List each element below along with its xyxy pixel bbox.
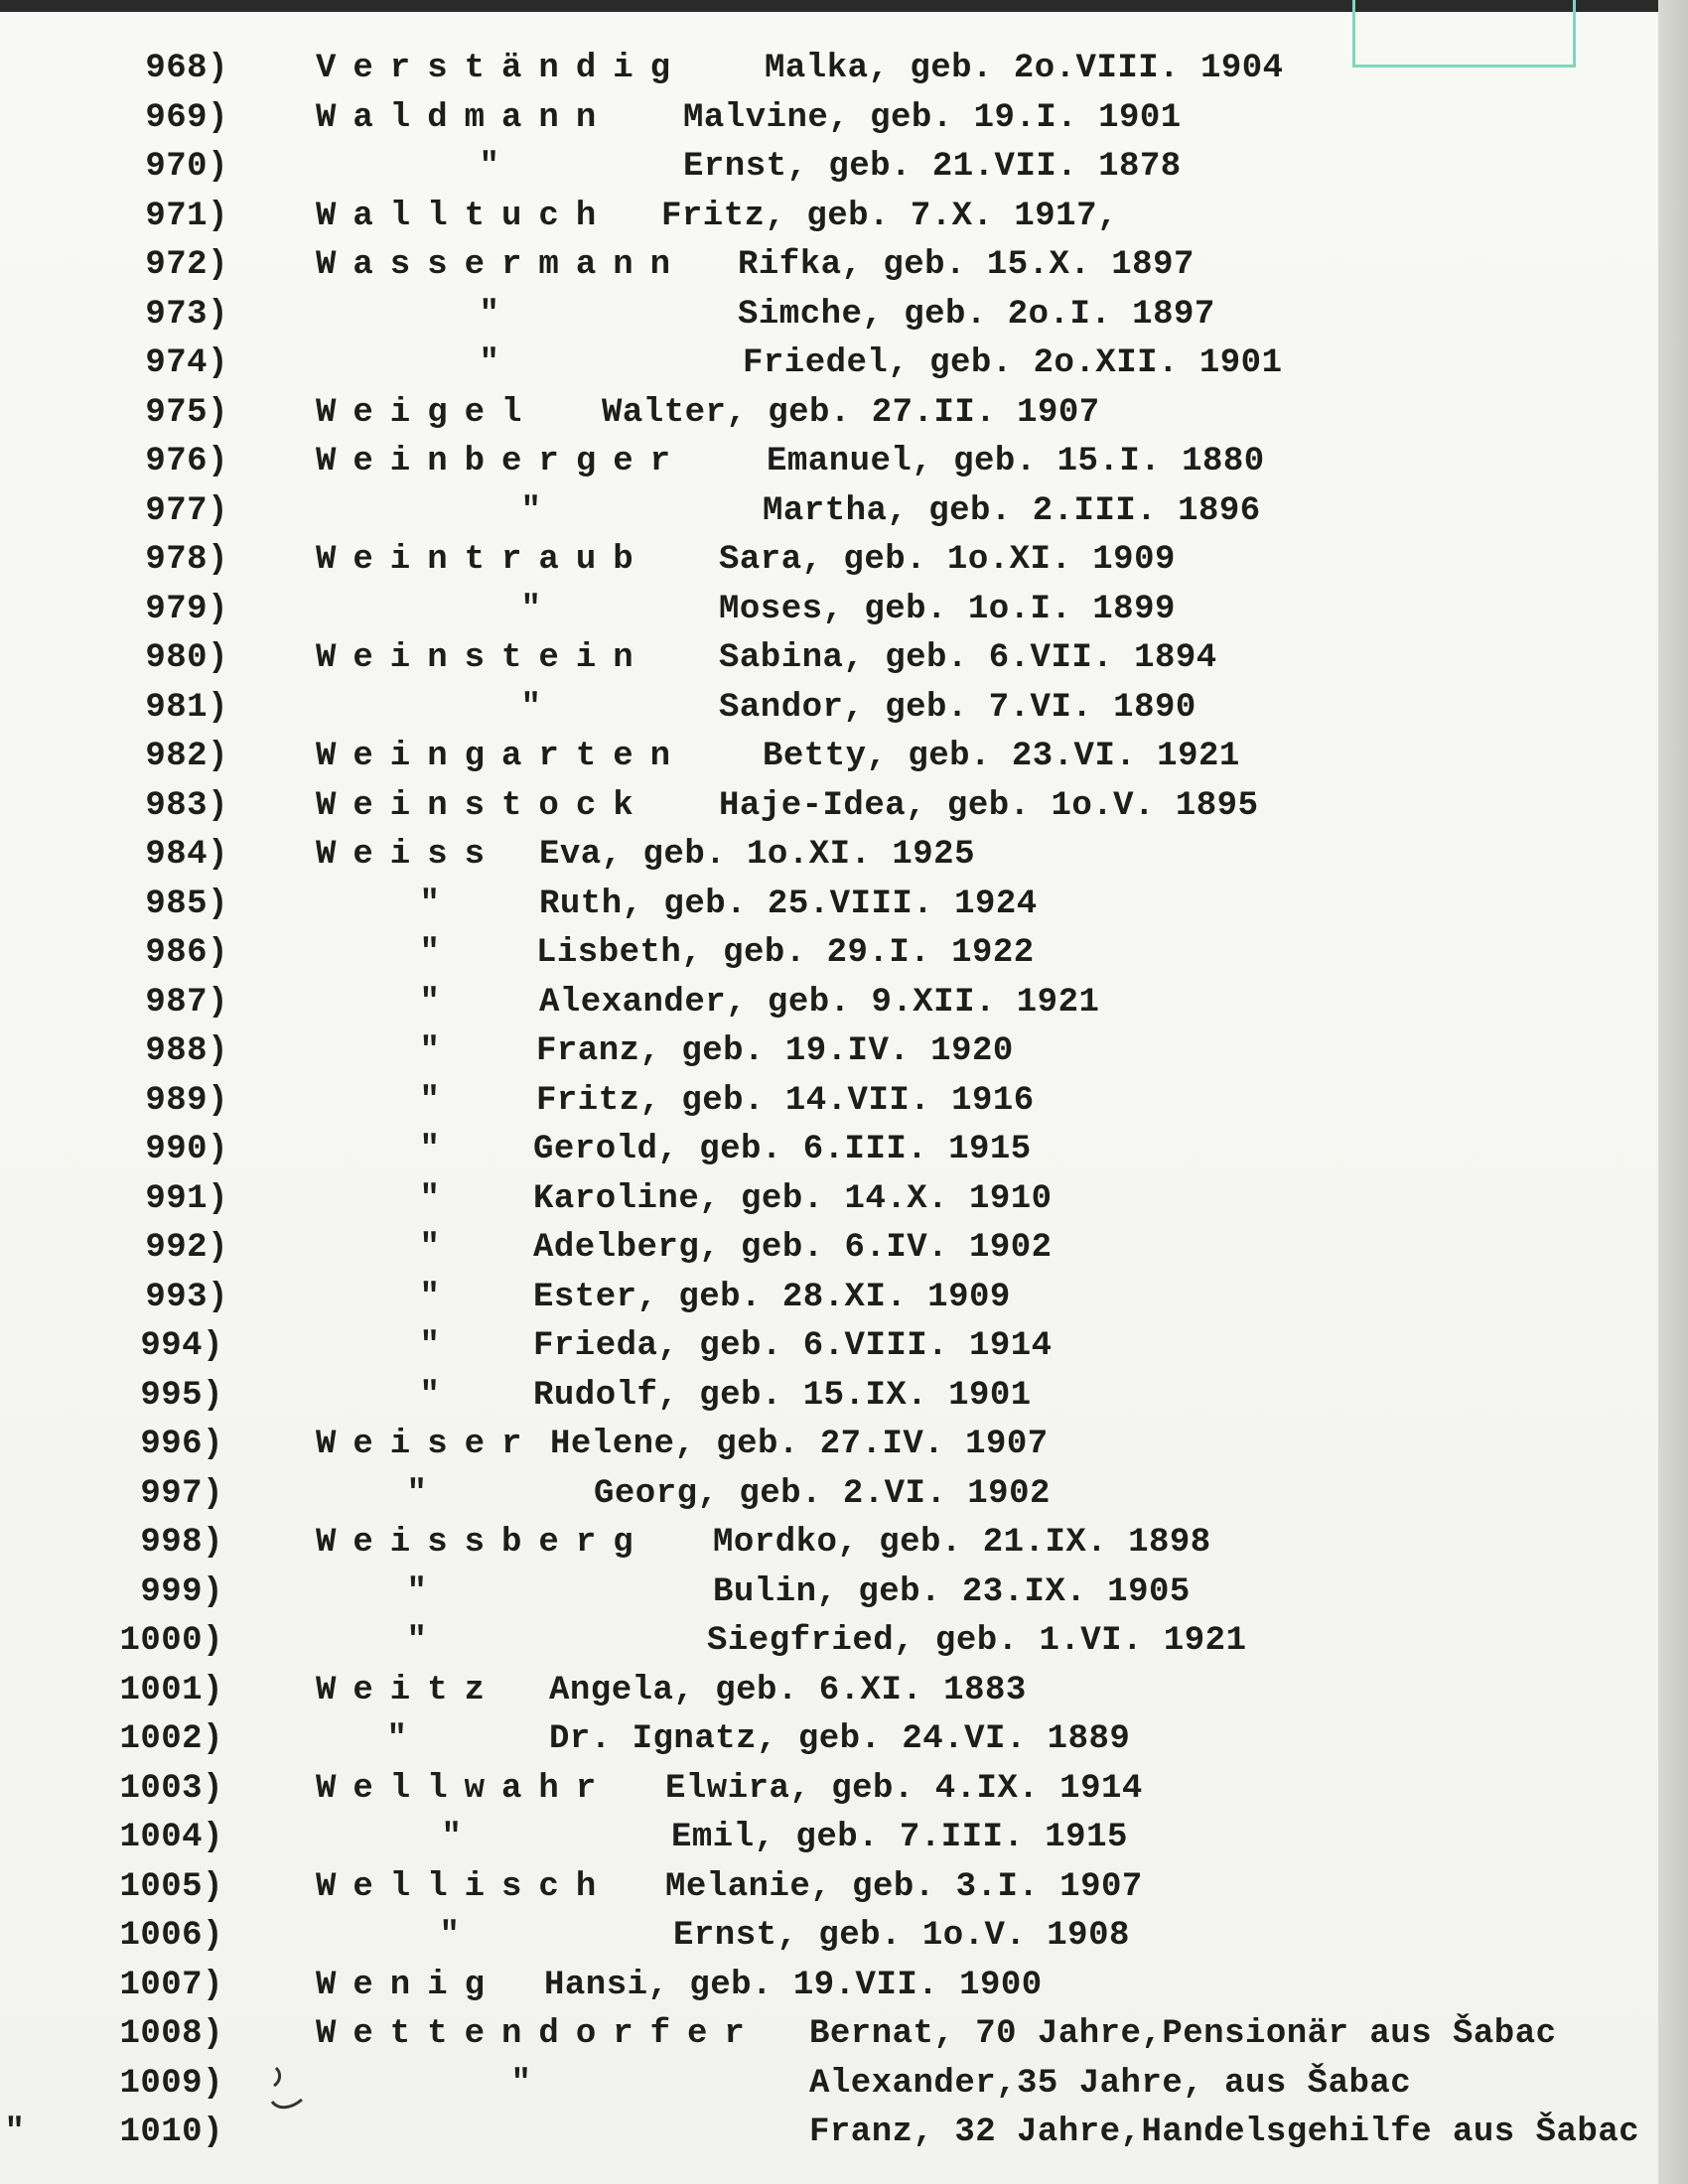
- given-name-details: Rifka, geb. 15.X. 1897: [738, 246, 1195, 284]
- entry-number: 987): [145, 983, 228, 1022]
- given-name-details: Alexander,35 Jahre, aus Šabac: [809, 2064, 1412, 2103]
- entry-number: 989): [145, 1081, 228, 1120]
- given-name-details: Rudolf, geb. 15.IX. 1901: [533, 1376, 1032, 1415]
- entry-number: 1007): [119, 1966, 223, 2004]
- list-entry: [0, 1573, 1658, 1623]
- list-entry: [0, 738, 1658, 787]
- entry-number: 979): [145, 590, 228, 628]
- list-entry: [0, 1720, 1658, 1770]
- surname: Verständig: [316, 50, 688, 87]
- ditto-mark: ": [406, 1572, 428, 1611]
- ditto-mark: ": [419, 1278, 441, 1316]
- surname: Walltuch: [316, 197, 614, 235]
- list-entry: [0, 1131, 1658, 1180]
- list-entry: [0, 591, 1658, 640]
- given-name-details: Ernst, geb. 21.VII. 1878: [683, 148, 1182, 186]
- entry-number: 1008): [119, 2015, 223, 2053]
- entry-number: 970): [145, 148, 228, 186]
- given-name-details: Friedel, geb. 2o.XII. 1901: [743, 344, 1283, 382]
- surname: Weinstock: [316, 786, 650, 825]
- name-list: [0, 50, 1658, 2163]
- ditto-mark: ": [419, 885, 441, 923]
- entry-number: 991): [145, 1179, 228, 1218]
- given-name-details: Simche, geb. 2o.I. 1897: [738, 295, 1215, 334]
- list-entry: [0, 2114, 1658, 2163]
- handwritten-check-mark: [268, 2060, 318, 2119]
- given-name-details: Franz, 32 Jahre,Handelsgehilfe aus Šabac: [809, 2114, 1640, 2151]
- entry-number: 990): [145, 1131, 228, 1168]
- ditto-mark: ": [479, 344, 500, 382]
- entry-number: 985): [145, 885, 228, 923]
- ditto-mark: ": [520, 491, 542, 530]
- list-entry: [0, 1917, 1658, 1967]
- surname: Wellisch: [316, 1867, 614, 1906]
- surname: Weiser: [316, 1426, 539, 1463]
- ditto-mark: ": [406, 1474, 428, 1513]
- scan-right-edge: [1658, 0, 1688, 2184]
- given-name-details: Moses, geb. 1o.I. 1899: [719, 590, 1176, 628]
- given-name-details: Sara, geb. 1o.XI. 1909: [719, 541, 1176, 579]
- entry-number: 998): [140, 1524, 223, 1562]
- given-name-details: Siegfried, geb. 1.VI. 1921: [707, 1622, 1247, 1660]
- given-name-details: Mordko, geb. 21.IX. 1898: [713, 1524, 1211, 1562]
- ditto-mark: ": [419, 1229, 441, 1267]
- entry-number: 1009): [119, 2064, 223, 2103]
- list-entry: [0, 296, 1658, 345]
- surname: Weiss: [316, 836, 502, 874]
- entry-number: 984): [145, 836, 228, 874]
- ditto-mark: ": [520, 590, 542, 628]
- given-name-details: Fritz, geb. 14.VII. 1916: [536, 1081, 1035, 1120]
- ditto-mark: ": [419, 1376, 441, 1415]
- entry-number: 974): [145, 344, 228, 382]
- list-entry: [0, 1279, 1658, 1328]
- list-entry: [0, 1082, 1658, 1132]
- given-name-details: Martha, geb. 2.III. 1896: [763, 491, 1261, 530]
- given-name-details: Malvine, geb. 19.I. 1901: [683, 98, 1182, 137]
- ditto-mark: ": [441, 1819, 463, 1856]
- list-entry: [0, 443, 1658, 492]
- entry-number: 977): [145, 491, 228, 530]
- surname: Weigel: [316, 393, 539, 432]
- given-name-details: Ester, geb. 28.XI. 1909: [533, 1278, 1011, 1316]
- list-entry: [0, 541, 1658, 591]
- surname: Weintraub: [316, 541, 650, 579]
- entry-number: 1001): [119, 1671, 223, 1709]
- entry-number: 997): [140, 1474, 223, 1513]
- given-name-details: Bernat, 70 Jahre,Pensionär aus Šabac: [809, 2015, 1557, 2053]
- ditto-mark: ": [419, 1131, 441, 1168]
- surname: Weingarten: [316, 738, 688, 775]
- list-entry: [0, 886, 1658, 935]
- list-entry: [0, 198, 1658, 247]
- entry-number: 1010): [119, 2114, 223, 2151]
- entry-number: 996): [140, 1426, 223, 1463]
- entry-number: 999): [140, 1572, 223, 1611]
- list-entry: [0, 344, 1658, 394]
- given-name-details: Walter, geb. 27.II. 1907: [602, 393, 1100, 432]
- given-name-details: Georg, geb. 2.VI. 1902: [594, 1474, 1051, 1513]
- entry-number: 995): [140, 1376, 223, 1415]
- list-entry: [0, 50, 1658, 99]
- entry-number: 1004): [119, 1819, 223, 1856]
- surname: Weissberg: [316, 1524, 650, 1562]
- list-entry: [0, 2015, 1658, 2065]
- given-name-details: Malka, geb. 2o.VIII. 1904: [765, 50, 1284, 87]
- ditto-mark: ": [4, 2114, 26, 2151]
- list-entry: [0, 1229, 1658, 1279]
- entry-number: 1005): [119, 1867, 223, 1906]
- entry-number: 976): [145, 443, 228, 480]
- given-name-details: Hansi, geb. 19.VII. 1900: [544, 1966, 1043, 2004]
- entry-number: 983): [145, 786, 228, 825]
- surname: Wassermann: [316, 246, 688, 284]
- ditto-mark: ": [406, 1622, 428, 1660]
- entry-number: 968): [145, 50, 228, 87]
- given-name-details: Frieda, geb. 6.VIII. 1914: [533, 1327, 1053, 1365]
- given-name-details: Emanuel, geb. 15.I. 1880: [767, 443, 1265, 480]
- ditto-mark: ": [419, 934, 441, 972]
- given-name-details: Alexander, geb. 9.XII. 1921: [539, 983, 1100, 1022]
- list-entry: [0, 1475, 1658, 1525]
- list-entry: [0, 984, 1658, 1033]
- given-name-details: Helene, geb. 27.IV. 1907: [550, 1426, 1049, 1463]
- list-entry: [0, 1032, 1658, 1082]
- entry-number: 981): [145, 688, 228, 727]
- given-name-details: Elwira, geb. 4.IX. 1914: [665, 1769, 1143, 1808]
- given-name-details: Angela, geb. 6.XI. 1883: [549, 1671, 1027, 1709]
- entry-number: 988): [145, 1032, 228, 1070]
- list-entry: [0, 1770, 1658, 1820]
- list-entry: [0, 1377, 1658, 1427]
- entry-number: 993): [145, 1278, 228, 1316]
- given-name-details: Franz, geb. 19.IV. 1920: [536, 1032, 1014, 1070]
- entry-number: 969): [145, 98, 228, 137]
- given-name-details: Fritz, geb. 7.X. 1917,: [661, 197, 1118, 235]
- given-name-details: Sabina, geb. 6.VII. 1894: [719, 639, 1217, 677]
- list-entry: [0, 934, 1658, 984]
- entry-number: 1003): [119, 1769, 223, 1808]
- entry-number: 971): [145, 197, 228, 235]
- given-name-details: Ernst, geb. 1o.V. 1908: [673, 1917, 1130, 1955]
- ditto-mark: ": [386, 1720, 408, 1758]
- entry-number: 973): [145, 295, 228, 334]
- entry-number: 978): [145, 541, 228, 579]
- ditto-mark: ": [439, 1917, 461, 1955]
- list-entry: [0, 1327, 1658, 1377]
- given-name-details: Adelberg, geb. 6.IV. 1902: [533, 1229, 1053, 1267]
- ditto-mark: ": [419, 1179, 441, 1218]
- given-name-details: Ruth, geb. 25.VIII. 1924: [539, 885, 1038, 923]
- surname: Wellwahr: [316, 1769, 614, 1808]
- list-entry: [0, 1524, 1658, 1573]
- ditto-mark: ": [419, 983, 441, 1022]
- list-entry: [0, 2065, 1658, 2115]
- given-name-details: Bulin, geb. 23.IX. 1905: [713, 1572, 1191, 1611]
- list-entry: [0, 492, 1658, 542]
- ditto-mark: ": [510, 2064, 532, 2103]
- list-entry: [0, 836, 1658, 886]
- given-name-details: Karoline, geb. 14.X. 1910: [533, 1179, 1053, 1218]
- entry-number: 986): [145, 934, 228, 972]
- given-name-details: Lisbeth, geb. 29.I. 1922: [536, 934, 1035, 972]
- surname: Waldmann: [316, 98, 614, 137]
- surname: Weinstein: [316, 639, 650, 677]
- entry-number: 1002): [119, 1720, 223, 1758]
- given-name-details: Gerold, geb. 6.III. 1915: [533, 1131, 1032, 1168]
- entry-number: 1000): [119, 1622, 223, 1660]
- list-entry: [0, 99, 1658, 149]
- ditto-mark: ": [520, 688, 542, 727]
- list-entry: [0, 639, 1658, 689]
- list-entry: [0, 148, 1658, 198]
- entry-number: 992): [145, 1229, 228, 1267]
- ditto-mark: ": [419, 1081, 441, 1120]
- list-entry: [0, 1180, 1658, 1230]
- entry-number: 972): [145, 246, 228, 284]
- list-entry: [0, 394, 1658, 444]
- given-name-details: Eva, geb. 1o.XI. 1925: [539, 836, 975, 874]
- surname: Weinberger: [316, 443, 688, 480]
- list-entry: [0, 246, 1658, 296]
- given-name-details: Emil, geb. 7.III. 1915: [671, 1819, 1128, 1856]
- entry-number: 982): [145, 738, 228, 775]
- given-name-details: Sandor, geb. 7.VI. 1890: [719, 688, 1196, 727]
- ditto-mark: ": [479, 148, 500, 186]
- surname: Wettendorfer: [316, 2015, 762, 2053]
- given-name-details: Betty, geb. 23.VI. 1921: [763, 738, 1240, 775]
- list-entry: [0, 1672, 1658, 1721]
- ditto-mark: ": [419, 1032, 441, 1070]
- ditto-mark: ": [419, 1327, 441, 1365]
- list-entry: [0, 1426, 1658, 1475]
- list-entry: [0, 1819, 1658, 1868]
- list-entry: [0, 1868, 1658, 1918]
- given-name-details: Melanie, geb. 3.I. 1907: [665, 1867, 1143, 1906]
- surname: Weitz: [316, 1671, 502, 1709]
- list-entry: [0, 1622, 1658, 1672]
- entry-number: 980): [145, 639, 228, 677]
- entry-number: 994): [140, 1327, 223, 1365]
- ditto-mark: ": [479, 295, 500, 334]
- list-entry: [0, 689, 1658, 739]
- surname: Wenig: [316, 1966, 502, 2004]
- given-name-details: Dr. Ignatz, geb. 24.VI. 1889: [549, 1720, 1131, 1758]
- given-name-details: Haje-Idea, geb. 1o.V. 1895: [719, 786, 1259, 825]
- list-entry: [0, 787, 1658, 837]
- entry-number: 975): [145, 393, 228, 432]
- list-entry: [0, 1967, 1658, 2016]
- entry-number: 1006): [119, 1917, 223, 1955]
